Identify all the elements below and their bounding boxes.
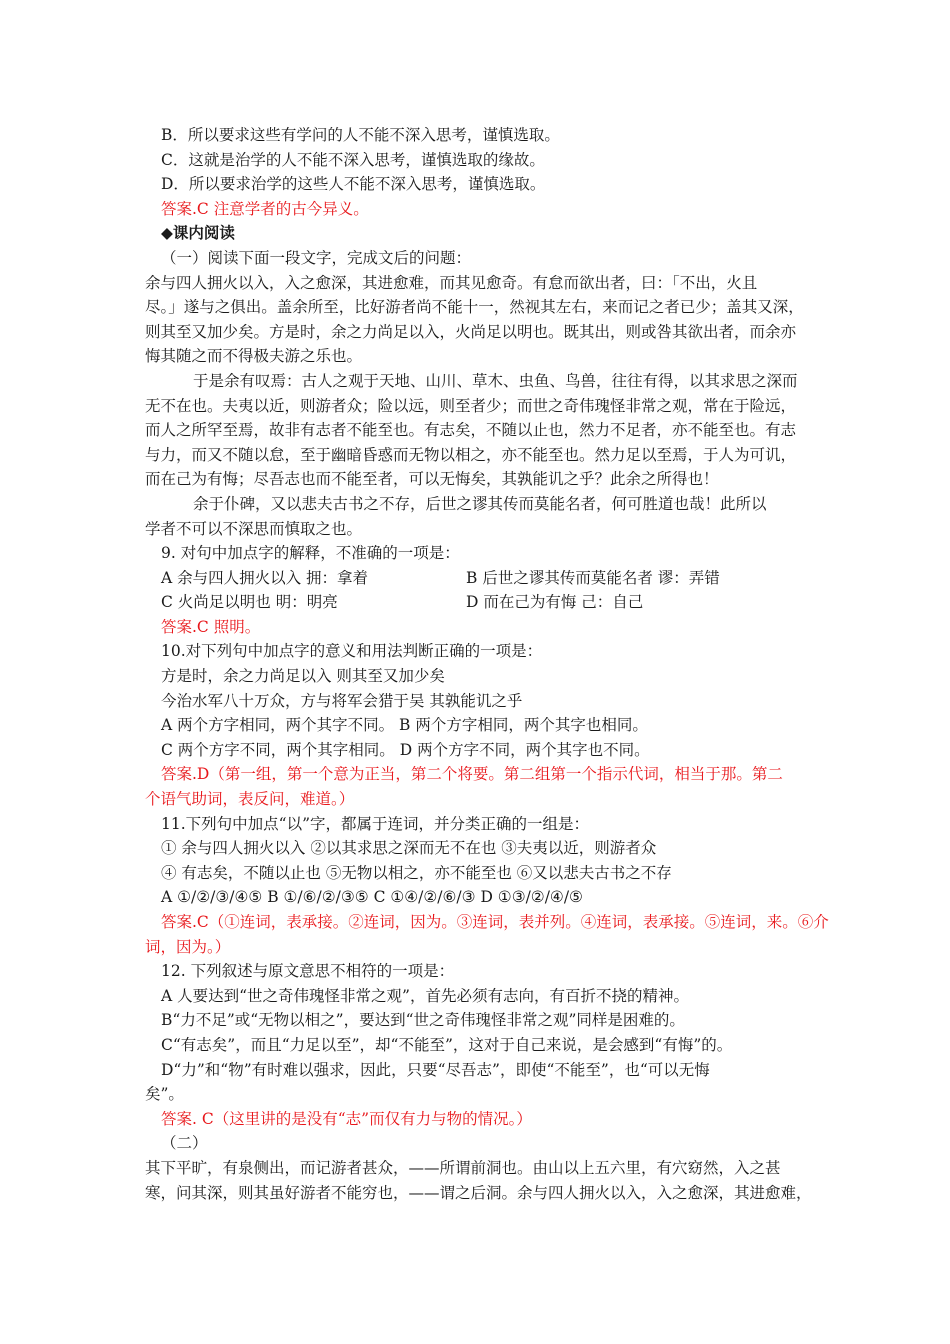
line-text: 学者不可以不深思而慎取之也。	[145, 519, 363, 538]
text-line	[145, 1008, 815, 1033]
answer-line	[145, 910, 829, 935]
text-line	[145, 812, 815, 837]
option-column-2: B 后世之谬其传而莫能名者 谬：弄错	[466, 568, 720, 587]
text-line	[145, 1082, 815, 1107]
line-text: 答案.C 注意学者的古今异义。	[161, 199, 369, 218]
text-line	[145, 123, 815, 148]
line-text: C 两个方字不同，两个其字相同。 D 两个方字不同，两个其字也不同。	[161, 740, 650, 759]
text-line	[145, 1131, 815, 1156]
line-text: 余与四人拥火以入，入之愈深，其进愈难，而其见愈奇。有怠而欲出者，曰：「不出，火且	[145, 273, 758, 292]
line-text: D．所以要求治学的这些人不能不深入思考，谨慎选取。	[161, 175, 546, 194]
answer-line	[145, 935, 815, 960]
line-text: 尽。」遂与之俱出。盖余所至，比好游者尚不能十一，然视其左右，来而记之者已少；盖其又深，	[145, 298, 804, 317]
text-line	[145, 443, 815, 468]
answer-line	[145, 615, 815, 640]
text-line	[145, 320, 815, 345]
answer-line	[145, 1107, 815, 1132]
line-text: 10.对下列句中加点字的意义和用法判断正确的一项是：	[161, 642, 543, 661]
text-line	[145, 836, 815, 861]
line-text: 答案. C（这里讲的是没有“志”而仅有力与物的情况。）	[161, 1109, 532, 1128]
text-line	[145, 959, 815, 984]
text-line	[145, 738, 815, 763]
text-line	[145, 271, 815, 296]
line-text: 余于仆碑，又以悲夫古书之不存，后世之谬其传而莫能名者，何可胜道也哉！此所以	[193, 494, 767, 513]
line-text: 而在己为有悔；尽吾志也而不能至者，可以无悔矣，其孰能讥之乎？此余之所得也！	[145, 470, 719, 489]
line-text: B“力不足”或“无物以相之”，要达到“世之奇伟瑰怪非常之观”同样是困难的。	[161, 1011, 685, 1030]
text-line	[145, 1181, 815, 1206]
line-text: 于是余有叹焉：古人之观于天地、山川、草木、虫鱼、鸟兽，往往有得，以其求思之深而	[193, 371, 798, 390]
line-text: 无不在也。夫夷以近，则游者众；险以远，则至者少；而世之奇伟瑰怪非常之观，常在于险远，	[145, 396, 797, 415]
line-text: 答案.C（①连词，表承接。②连词，因为。③连词，表并列。④连词，表承接。⑤连词，来。⑥介	[161, 913, 829, 931]
line-text: B．所以要求这些有学问的人不能不深入思考，谨慎选取。	[161, 126, 560, 144]
text-line	[145, 467, 815, 492]
line-text: 答案.D（第一组，第一个意为正当，第二个将要。第二组第一个指示代词，相当于那。第二	[161, 765, 783, 784]
line-text: A 人要达到“世之奇伟瑰怪非常之观”，首先必须有志向，有百折不挠的精神。	[161, 986, 689, 1005]
text-line	[145, 344, 815, 369]
line-text: 9. 对句中加点字的解释，不准确的一项是：	[161, 544, 460, 563]
text-line	[145, 172, 815, 197]
document-page	[145, 123, 829, 1205]
line-text: 而人之所罕至焉，故非有志者不能至也。有志矣，不随以止也，然力不足者，亦不能至也。有志	[145, 421, 797, 440]
text-line	[145, 517, 815, 542]
answer-line	[145, 787, 815, 812]
answer-line	[145, 762, 815, 787]
line-text: 其下平旷，有泉侧出，而记游者甚众，——所谓前洞也。由山以上五六里，有穴窈然，入之甚	[145, 1158, 781, 1177]
line-text: A 两个方字相同，两个其字不同。 B 两个方字相同，两个其字也相同。	[161, 716, 648, 735]
line-text: D“力”和“物”有时难以强求，因此，只要“尽吾志”，即使“不能至”，也“可以无悔	[161, 1060, 710, 1079]
line-text: ① 余与四人拥火以入 ②以其求思之深而无不在也 ③夫夷以近，则游者众	[161, 839, 657, 858]
line-text: 悔其随之而不得极夫游之乐也。	[145, 347, 363, 366]
text-line	[145, 639, 815, 664]
text-line	[145, 295, 815, 320]
line-text: ④ 有志矣，不随以止也 ⑤无物以相之，亦不能至也 ⑥又以悲夫古书之不存	[161, 863, 672, 882]
text-line	[145, 148, 815, 173]
line-text: 矣”。	[145, 1085, 184, 1104]
line-text: 词，因为。）	[145, 937, 231, 956]
answer-line	[145, 197, 815, 222]
text-line	[145, 566, 815, 591]
line-text: 方是时，余之力尚足以入 则其至又加少矣	[161, 667, 445, 686]
text-line	[145, 394, 815, 419]
text-line	[145, 418, 815, 443]
line-text: C“有志矣”，而且“力足以至”，却“不能至”，这对于自己来说，是会感到“有悔”的。	[161, 1035, 733, 1054]
option-column-2: D 而在己为有悔 己：自己	[466, 593, 644, 612]
line-text: 11.下列句中加点“以”字，都属于连词，并分类正确的一组是：	[161, 814, 590, 833]
line-text: （一）阅读下面一段文字，完成文后的问题：	[161, 248, 472, 267]
line-text: 个语气助词，表反问，难道。）	[145, 790, 355, 809]
line-text: （二）	[161, 1134, 208, 1153]
text-line	[145, 984, 815, 1009]
line-text: C 火尚足以明也 明：明亮	[161, 593, 338, 612]
text-line	[145, 1156, 815, 1181]
line-text: A 余与四人拥火以入 拥：拿着	[161, 568, 369, 587]
section-heading	[145, 221, 815, 246]
text-line	[145, 1058, 815, 1083]
line-text: 答案.C 照明。	[161, 617, 261, 636]
line-text: 则其至又加少矣。方是时，余之力尚足以入，火尚足以明也。既其出，则或咎其欲出者，而余亦	[145, 322, 797, 341]
line-text: A ①/②/③/④⑤ B ①/⑥/②/③⑤ C ①④/②/⑥/③ D ①③/②/④/⑤	[161, 888, 583, 907]
text-line	[145, 664, 815, 689]
text-line	[145, 861, 815, 886]
line-text: 与力，而又不随以怠，至于幽暗昏惑而无物以相之，亦不能至也。然力足以至焉，于人为可讥，	[145, 445, 797, 464]
line-text: 寒，问其深，则其虽好游者不能穷也，——谓之后洞。余与四人拥火以入，入之愈深，其进愈难，	[145, 1183, 812, 1202]
text-line	[145, 689, 815, 714]
text-line	[145, 885, 815, 910]
line-text: ◆课内阅读	[161, 224, 235, 243]
line-text: 12. 下列叙述与原文意思不相符的一项是：	[161, 962, 455, 981]
text-line	[145, 246, 815, 271]
text-line	[145, 369, 815, 394]
line-text: C．这就是治学的人不能不深入思考，谨慎选取的缘故。	[161, 150, 545, 169]
text-line	[145, 713, 815, 738]
text-line	[145, 1033, 815, 1058]
text-line	[145, 541, 815, 566]
line-text: 今治水军八十万众，方与将军会猎于吴 其孰能讥之乎	[161, 691, 523, 710]
text-line	[145, 492, 815, 517]
text-line	[145, 590, 815, 615]
